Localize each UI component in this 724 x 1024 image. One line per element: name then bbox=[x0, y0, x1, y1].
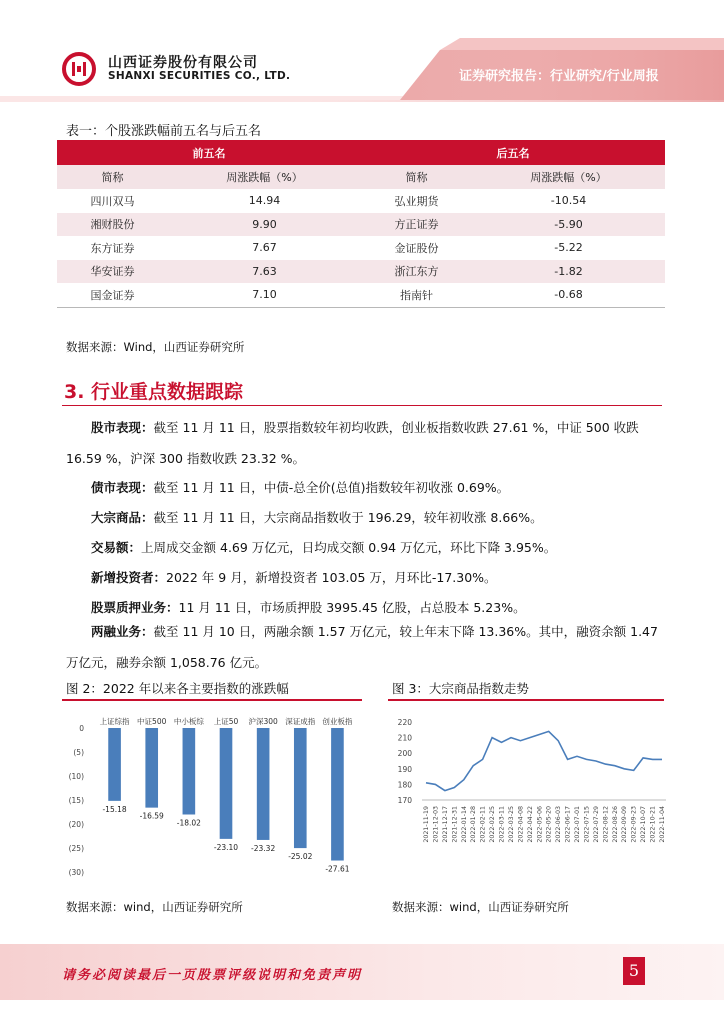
paragraph-text: 截至 11 月 10 日，两融余额 1.57 万亿元，较上年末下降 13.36%。其中，融资余额 1.47 万亿元，融券余额 1,058.76 亿元。 bbox=[66, 624, 658, 670]
bar-value-label: -16.59 bbox=[139, 811, 164, 821]
paragraph-label: 交易额： bbox=[91, 540, 142, 555]
bar-value-label: -18.02 bbox=[176, 818, 201, 828]
table-cell: 指南针 bbox=[361, 283, 472, 307]
table-cell: 弘业期货 bbox=[394, 194, 439, 208]
y-tick-label: 170 bbox=[397, 796, 412, 805]
company-logo-icon bbox=[62, 52, 102, 86]
paragraph-label: 两融业务： bbox=[91, 624, 154, 639]
x-tick-label: 2022-07-29 bbox=[592, 806, 600, 843]
stock-ranking-table bbox=[57, 140, 665, 308]
page-number: 5 bbox=[623, 957, 645, 985]
paragraph-stock-market bbox=[66, 412, 662, 474]
x-tick-label: 2022-04-08 bbox=[517, 806, 525, 843]
x-tick-label: 2022-05-20 bbox=[545, 806, 553, 843]
page-header bbox=[0, 0, 724, 110]
x-tick-label: 2022-08-26 bbox=[611, 806, 619, 843]
x-tick-label: 2021-12-17 bbox=[441, 806, 449, 843]
bottom-five-header: 后五名 bbox=[361, 140, 665, 165]
y-tick-label: (20) bbox=[68, 820, 84, 829]
figure2-rule bbox=[62, 699, 362, 701]
bar-value-label: -25.02 bbox=[288, 852, 313, 862]
x-tick-label: 2022-03-25 bbox=[507, 806, 515, 843]
table-cell: -1.82 bbox=[472, 260, 665, 284]
bar bbox=[220, 728, 233, 839]
paragraph-turnover bbox=[66, 532, 662, 563]
x-tick-label: 2022-10-21 bbox=[649, 806, 657, 843]
paragraph-label: 大宗商品： bbox=[91, 510, 154, 525]
table-cell: 浙江东方 bbox=[361, 260, 472, 284]
x-tick-label: 2022-03-11 bbox=[498, 806, 506, 843]
table-cell: 四川双马 bbox=[90, 194, 135, 208]
x-tick-label: 2022-01-14 bbox=[460, 806, 468, 843]
y-tick-label: 200 bbox=[397, 749, 412, 759]
paragraph-bond-market bbox=[66, 472, 662, 503]
company-name-cn: 山西证券股份有限公司 bbox=[108, 55, 258, 71]
x-tick-label: 2022-07-01 bbox=[574, 806, 582, 843]
table-cell: 华安证券 bbox=[57, 260, 168, 284]
table-row bbox=[57, 236, 665, 260]
bar-value-label: -23.10 bbox=[213, 842, 239, 852]
x-tick-label: 2022-11-04 bbox=[659, 806, 666, 843]
x-tick-label: 2021-11-19 bbox=[423, 806, 430, 843]
table-row bbox=[57, 189, 665, 213]
x-tick-label: 2022-02-25 bbox=[489, 806, 497, 843]
y-tick-label: (10) bbox=[68, 772, 84, 781]
x-tick-label: 2022-02-11 bbox=[479, 806, 487, 843]
paragraph-text: 上周成交金额 4.69 万亿元，日均成交额 0.94 万亿元，环比下降 3.95%。 bbox=[141, 540, 557, 555]
y-tick-label: 190 bbox=[397, 764, 412, 774]
y-tick-label: (5) bbox=[73, 748, 84, 757]
x-tick-label: 2022-09-23 bbox=[630, 806, 638, 843]
bar bbox=[108, 728, 121, 801]
bar bbox=[331, 728, 344, 861]
series-line bbox=[426, 731, 662, 790]
y-tick-label: (30) bbox=[68, 868, 84, 877]
y-tick-label: (25) bbox=[68, 844, 84, 853]
figure3-source: 数据来源：wind，山西证券研究所 bbox=[392, 900, 569, 914]
index-change-bar-chart bbox=[66, 708, 362, 892]
table-cell: 国金证券 bbox=[57, 283, 168, 307]
y-tick-label: (15) bbox=[68, 796, 84, 805]
paragraph-label: 股票质押业务： bbox=[91, 600, 179, 615]
x-tick-label: 2022-01-28 bbox=[470, 806, 478, 843]
report-type-label: 证券研究报告：行业研究/行业周报 bbox=[459, 69, 659, 84]
table-cell: 7.10 bbox=[168, 283, 361, 307]
x-tick-label: 2022-06-03 bbox=[555, 806, 563, 843]
x-tick-label: 2022-07-15 bbox=[583, 806, 591, 843]
table-row bbox=[57, 260, 665, 284]
legend-category-label: 上证综指 bbox=[99, 717, 130, 726]
table-cell: 方正证券 bbox=[361, 213, 472, 237]
paragraph-label: 债市表现： bbox=[91, 480, 154, 495]
x-tick-label: 2022-04-22 bbox=[526, 806, 534, 843]
legend-category-label: 深证成指 bbox=[285, 717, 316, 726]
bar bbox=[145, 728, 158, 808]
x-tick-label: 2022-06-17 bbox=[564, 806, 572, 843]
table-cell: -10.54 bbox=[550, 194, 587, 208]
bar-value-label: -23.32 bbox=[251, 843, 276, 853]
section-divider bbox=[62, 405, 662, 406]
bar bbox=[294, 728, 307, 848]
top-five-header: 前五名 bbox=[57, 140, 361, 165]
x-tick-label: 2022-05-06 bbox=[536, 806, 544, 843]
table-cell: 金证股份 bbox=[394, 241, 439, 255]
table-source-note: 数据来源：Wind，山西证券研究所 bbox=[66, 340, 245, 354]
table-cell: 7.67 bbox=[252, 241, 277, 255]
figure3-rule bbox=[388, 699, 664, 701]
x-tick-label: 2022-10-07 bbox=[640, 806, 648, 843]
y-tick-label: 0 bbox=[79, 724, 84, 733]
table-cell: 14.94 bbox=[248, 194, 281, 208]
bar-value-label: -15.18 bbox=[102, 804, 127, 814]
footer-disclaimer: 请务必阅读最后一页股票评级说明和免责声明 bbox=[62, 968, 363, 983]
column-header: 周涨跌幅（%） bbox=[472, 165, 665, 189]
paragraph-text: 2022 年 9 月，新增投资者 103.05 万，月环比-17.30%。 bbox=[166, 570, 497, 585]
table-cell: -0.68 bbox=[472, 283, 665, 307]
x-tick-label: 2021-12-03 bbox=[432, 806, 440, 843]
paragraph-label: 股市表现： bbox=[91, 420, 154, 435]
company-name-en: SHANXI SECURITIES CO., LTD. bbox=[108, 70, 291, 82]
table-row bbox=[57, 283, 665, 307]
y-tick-label: 180 bbox=[397, 780, 412, 790]
bar bbox=[183, 728, 196, 814]
column-header: 周涨跌幅（%） bbox=[168, 165, 361, 189]
paragraph-new-investors bbox=[66, 562, 662, 593]
bar bbox=[257, 728, 270, 840]
table-cell: 东方证券 bbox=[90, 241, 135, 255]
table-cell: 湘财股份 bbox=[57, 213, 168, 237]
figure2-title: 图 2：2022 年以来各主要指数的涨跌幅 bbox=[66, 681, 289, 696]
legend-category-label: 中小板综 bbox=[173, 717, 204, 726]
figure2-source: 数据来源：wind，山西证券研究所 bbox=[66, 900, 243, 914]
x-tick-label: 2021-12-31 bbox=[451, 806, 459, 843]
bar-value-label: -27.61 bbox=[325, 864, 350, 874]
paragraph-text: 截至 11 月 11 日，股票指数较年初均收跌，创业板指数收跌 27.61 %，中证 500 收跌 16.59 %，沪深 300 指数收跌 23.32 %。 bbox=[66, 420, 639, 466]
legend-category-label: 沪深300 bbox=[248, 717, 278, 726]
y-tick-label: 220 bbox=[397, 718, 412, 727]
section-title: 3. 行业重点数据跟踪 bbox=[64, 381, 244, 403]
legend-category-label: 中证500 bbox=[137, 717, 167, 726]
figure3-title: 图 3：大宗商品指数走势 bbox=[392, 681, 529, 696]
table-cell: 9.90 bbox=[168, 213, 361, 237]
legend-category-label: 创业板指 bbox=[322, 717, 353, 726]
column-header: 简称 bbox=[361, 165, 472, 189]
paragraph-text: 截至 11 月 11 日，大宗商品指数收于 196.29，较年初收涨 8.66%。 bbox=[153, 510, 543, 525]
paragraph-text: 11 月 11 日，市场质押股 3995.45 亿股，占总股本 5.23%。 bbox=[178, 600, 526, 615]
paragraph-text: 截至 11 月 11 日，中债-总全价(总值)指数较年初收涨 0.69%。 bbox=[153, 480, 510, 495]
x-tick-label: 2022-08-12 bbox=[602, 806, 610, 843]
commodity-index-line-chart bbox=[388, 712, 668, 854]
table-title: 表一：个股涨跌幅前五名与后五名 bbox=[66, 124, 262, 139]
table-row bbox=[57, 213, 665, 237]
y-tick-label: 210 bbox=[397, 733, 412, 743]
table-cell: -5.90 bbox=[472, 213, 665, 237]
legend-category-label: 上证50 bbox=[213, 717, 239, 726]
x-tick-label: 2022-09-09 bbox=[621, 806, 629, 843]
paragraph-margin bbox=[66, 616, 662, 678]
table-cell: 7.63 bbox=[168, 260, 361, 284]
paragraph-label: 新增投资者： bbox=[91, 570, 167, 585]
table-cell: -5.22 bbox=[554, 241, 583, 255]
column-header: 简称 bbox=[57, 165, 168, 189]
paragraph-commodities bbox=[66, 502, 662, 533]
